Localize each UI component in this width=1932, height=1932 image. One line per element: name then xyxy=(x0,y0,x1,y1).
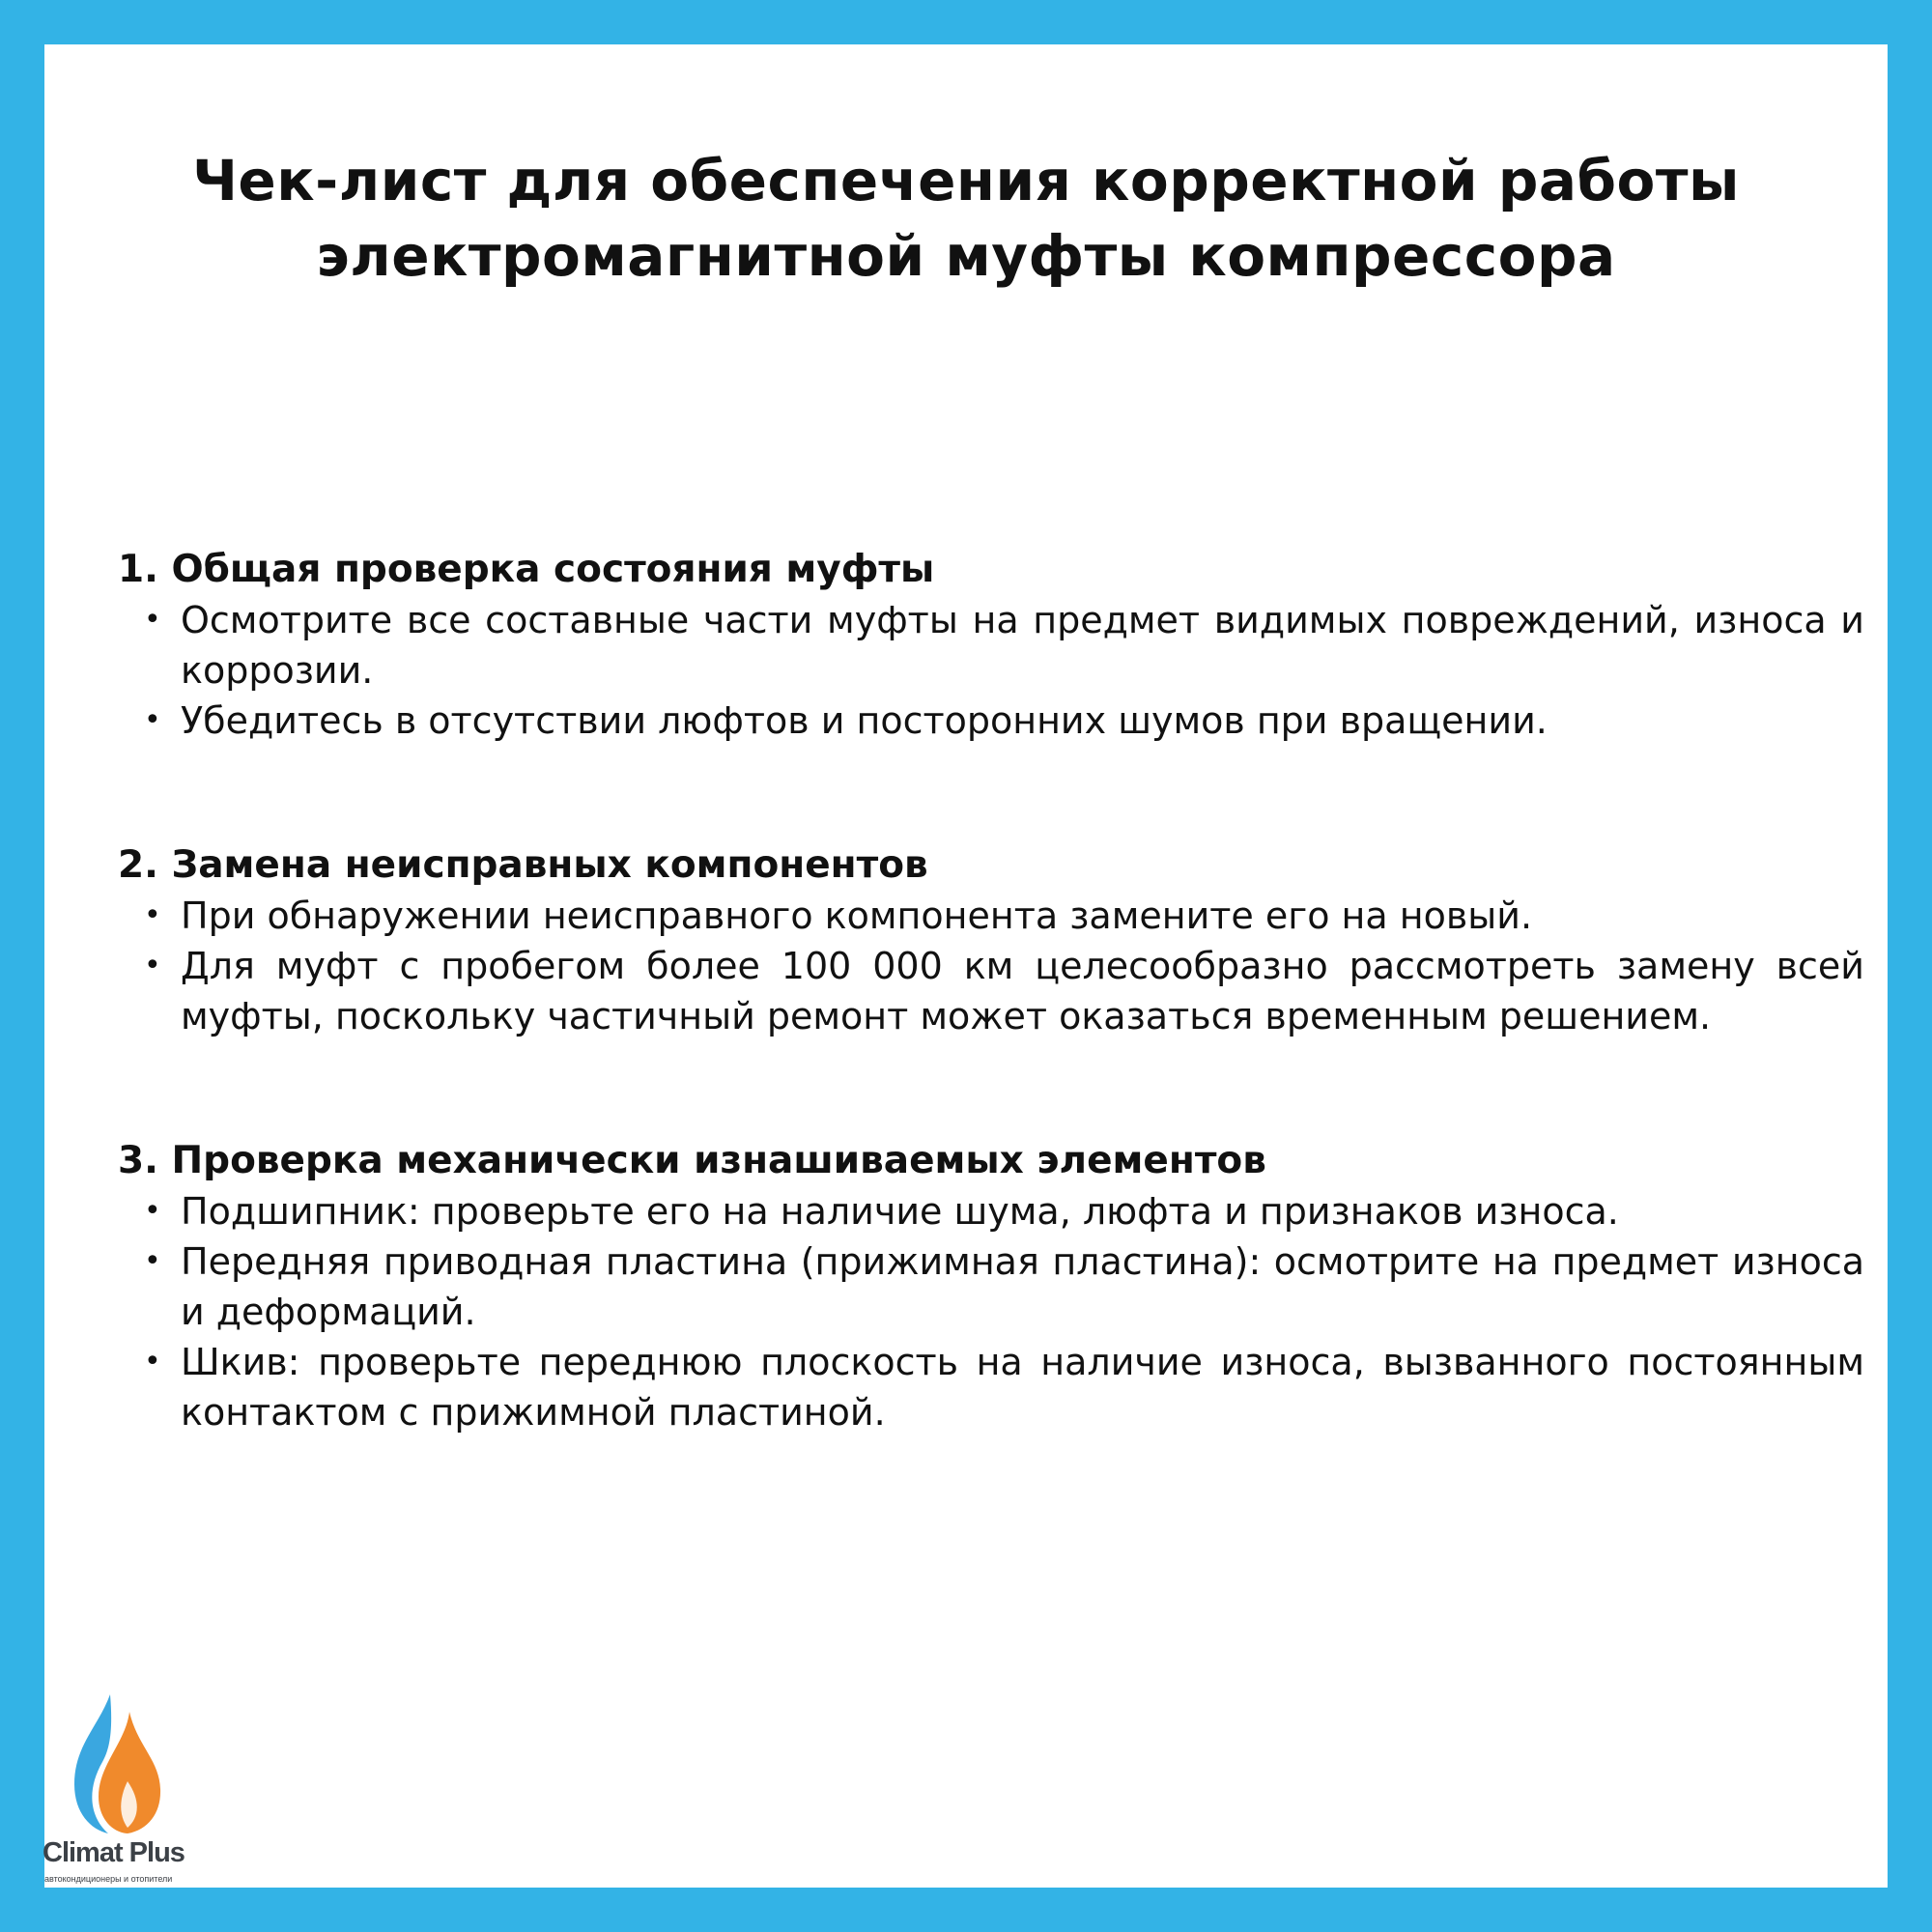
section-wear-parts xyxy=(118,1136,1864,1437)
list-item xyxy=(118,891,1864,941)
section-title: 3. Проверка механически изнашиваемых элементов xyxy=(118,1139,1266,1182)
list-item xyxy=(118,595,1864,696)
bullet-icon: • xyxy=(144,1244,161,1278)
logo-tagline: автокондиционеры и отопители xyxy=(44,1874,173,1884)
title-line-1: Чек-лист для обеспечения корректной работы xyxy=(192,148,1740,213)
logo-name: Climat Plus xyxy=(43,1837,185,1868)
list-item-text: Подшипник: проверьте его на наличие шума, люфта и признаков износа. xyxy=(181,1190,1619,1233)
section-replacement xyxy=(118,840,1864,1041)
list-item xyxy=(118,1236,1864,1337)
title-line-2: электромагнитной муфты компрессора xyxy=(316,223,1616,289)
list-item xyxy=(118,696,1864,746)
list-item xyxy=(118,941,1864,1041)
bullet-icon: • xyxy=(144,1194,161,1228)
bullet-list xyxy=(118,891,1864,1041)
section-title: 2. Замена неисправных компонентов xyxy=(118,843,928,887)
page-title xyxy=(44,143,1888,294)
list-item xyxy=(118,1186,1864,1236)
bullet-icon: • xyxy=(144,898,161,932)
bullet-icon: • xyxy=(144,703,161,737)
list-item-text: Шкив: проверьте переднюю плоскость на наличие износа, вызванного постоянным контактом с прижимной пластиной. xyxy=(181,1341,1864,1434)
bullet-icon: • xyxy=(144,603,161,637)
climat-plus-logo xyxy=(43,1692,197,1891)
flame-drop-icon xyxy=(70,1692,166,1837)
list-item-text: При обнаружении неисправного компонента замените его на новый. xyxy=(181,895,1533,937)
bullet-list xyxy=(118,1186,1864,1437)
list-item xyxy=(118,1337,1864,1437)
section-title: 1. Общая проверка состояния муфты xyxy=(118,548,935,591)
bullet-icon: • xyxy=(144,949,161,982)
list-item-text: Для муфт с пробегом более 100 000 км целесообразно рассмотреть замену всей муфты, поскольку частичный ремонт может оказаться временным решением. xyxy=(181,945,1864,1037)
checklist-content xyxy=(118,545,1864,1532)
bullet-list xyxy=(118,595,1864,746)
list-item-text: Убедитесь в отсутствии люфтов и посторонних шумов при вращении. xyxy=(181,699,1548,742)
list-item-text: Передняя приводная пластина (прижимная пластина): осмотрите на предмет износа и деформаций. xyxy=(181,1240,1864,1333)
list-item-text: Осмотрите все составные части муфты на предмет видимых повреждений, износа и коррозии. xyxy=(181,599,1864,692)
bullet-icon: • xyxy=(144,1345,161,1378)
checklist-card xyxy=(44,44,1888,1888)
section-general-check xyxy=(118,545,1864,746)
